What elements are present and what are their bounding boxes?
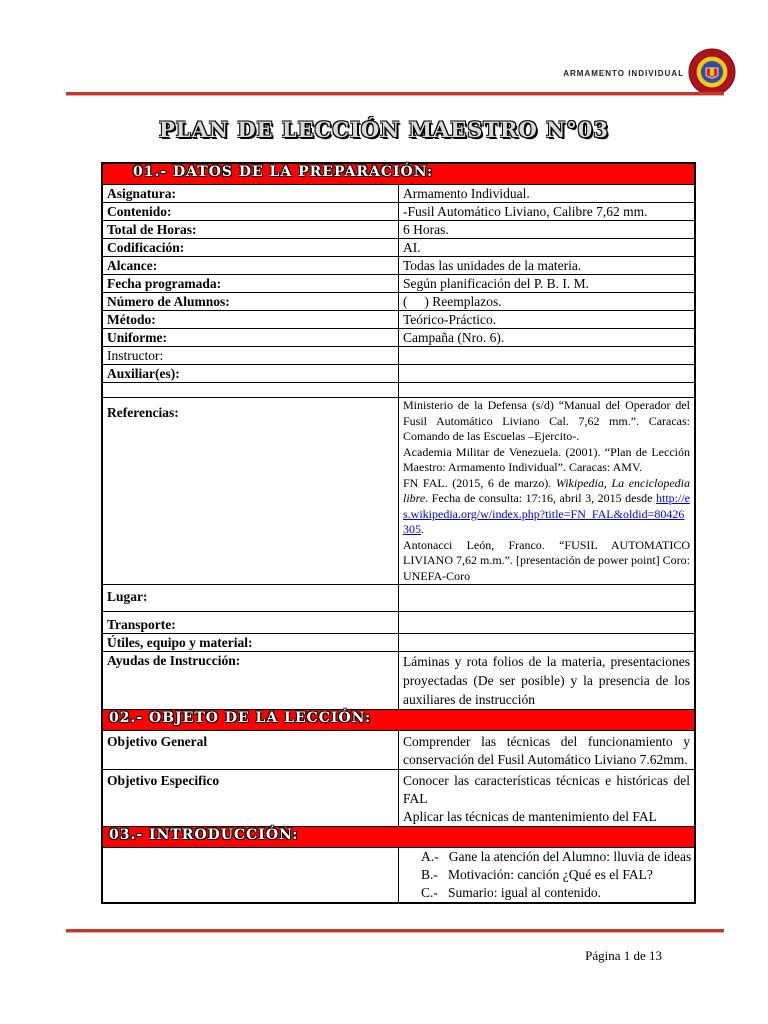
table-row (102, 257, 695, 275)
header-text: ARMAMENTO INDIVIDUAL (563, 69, 684, 78)
row-label: Uniforme: (102, 329, 399, 347)
row-label: Método: (102, 311, 399, 329)
page-title: PLAN DE LECCIÓN MAESTRO N°03 (158, 117, 610, 142)
row-value: ( ) Reemplazos. (399, 293, 696, 311)
table-row (102, 185, 695, 203)
row-label: Transporte: (102, 612, 399, 634)
table-row (102, 770, 695, 827)
row-label: Objetivo General (102, 731, 399, 770)
row-label: Fecha programada: (102, 275, 399, 293)
institution-seal-icon (688, 48, 736, 96)
table-row (102, 585, 695, 612)
reference-item: Antonacci León, Franco. “FUSIL AUTOMATICO LIVIANO 7,62 m.m.”. [presentación de power point] Coro: UNEFA-Coro (403, 537, 690, 583)
table-row (102, 612, 695, 634)
table-row (102, 731, 695, 770)
table-row (102, 221, 695, 239)
row-value: Todas las unidades de la materia. (399, 257, 696, 275)
row-label: Total de Horas: (102, 221, 399, 239)
page-number: Página 1 de 13 (585, 948, 662, 963)
row-value: -Fusil Automático Liviano, Calibre 7,62 mm. (399, 203, 696, 221)
row-value: AI. (399, 239, 696, 257)
row-label: Útiles, equipo y material: (102, 634, 399, 652)
table-row (102, 848, 695, 904)
row-value (399, 347, 696, 365)
row-label: Alcance: (102, 257, 399, 275)
lesson-plan-table (101, 162, 696, 904)
row-label: Asignatura: (102, 185, 399, 203)
row-value: Campaña (Nro. 6). (399, 329, 696, 347)
table-row (102, 347, 695, 365)
section-header-introduccion: 03.- INTRODUCCIÓN: (102, 827, 695, 848)
table-row (102, 634, 695, 652)
reference-item: Academia Militar de Venezuela. (2001). “Plan de Lección Maestro: Armamento Individual”. Caracas: AMV. (403, 444, 690, 474)
row-label: Referencias: (102, 398, 399, 585)
reference-item: Ministerio de la Defensa (s/d) “Manual del Operador del Fusil Automático Liviano Cal. 7,62 mm.”. Caracas: Comando de las Escuelas –Ejercito-. (403, 398, 690, 443)
row-label: Lugar: (102, 585, 399, 612)
row-value: Teórico-Práctico. (399, 311, 696, 329)
wikipedia-link[interactable]: http://es.wikipedia.org/w/index.php?title=FN_FAL&oldid=80426305 (403, 491, 690, 536)
row-label: Número de Alumnos: (102, 293, 399, 311)
row-label: Ayudas de Instrucción: (102, 652, 399, 710)
table-row (102, 365, 695, 383)
row-value: Comprender las técnicas del funcionamiento y conservación del Fusil Automático Liviano 7.62mm. (399, 731, 696, 770)
table-row (102, 203, 695, 221)
row-value: Armamento Individual. (399, 185, 696, 203)
row-value: 6 Horas. (399, 221, 696, 239)
row-label: Codificación: (102, 239, 399, 257)
table-row-references (102, 398, 695, 585)
header-rule (66, 92, 724, 96)
table-row (102, 311, 695, 329)
table-row-spacer (102, 383, 695, 398)
row-value: Según planificación del P. B. I. M. (399, 275, 696, 293)
row-value (399, 365, 696, 383)
row-value: Conocer las características técnicas e históricas del FAL Aplicar las técnicas de mantenimiento del FAL (399, 770, 696, 827)
section-header-datos: 01.- DATOS DE LA PREPARACIÓN: (102, 163, 695, 185)
row-label: Contenido: (102, 203, 399, 221)
table-row (102, 275, 695, 293)
row-value: Láminas y rota folios de la materia, presentaciones proyectadas (De ser posible) y la presencia de los auxiliares de instrucción (399, 652, 696, 710)
table-row (102, 293, 695, 311)
introduction-steps: A.- Gane la atención del Alumno: lluvia de ideas B.- Motivación: canción ¿Qué es el FAL? C.- Sumario: igual al contenido. (399, 848, 696, 904)
table-row (102, 652, 695, 710)
reference-item: FN FAL. (2015, 6 de marzo). Wikipedia, La enciclopedia libre. Fecha de consulta: 17:16, abril 3, 2015 desde http://es.wikipedia.org/w/index.php?title=FN_FAL&oldid=80426305. (403, 475, 691, 536)
table-row (102, 239, 695, 257)
table-row (102, 329, 695, 347)
footer-rule (66, 929, 724, 933)
row-label: Objetivo Especifico (102, 770, 399, 827)
row-label: Auxiliar(es): (102, 365, 399, 383)
row-label: Instructor: (102, 347, 399, 365)
section-header-objeto: 02.- OBJETO DE LA LECCIÓN: (102, 710, 695, 731)
references-list (399, 398, 696, 585)
